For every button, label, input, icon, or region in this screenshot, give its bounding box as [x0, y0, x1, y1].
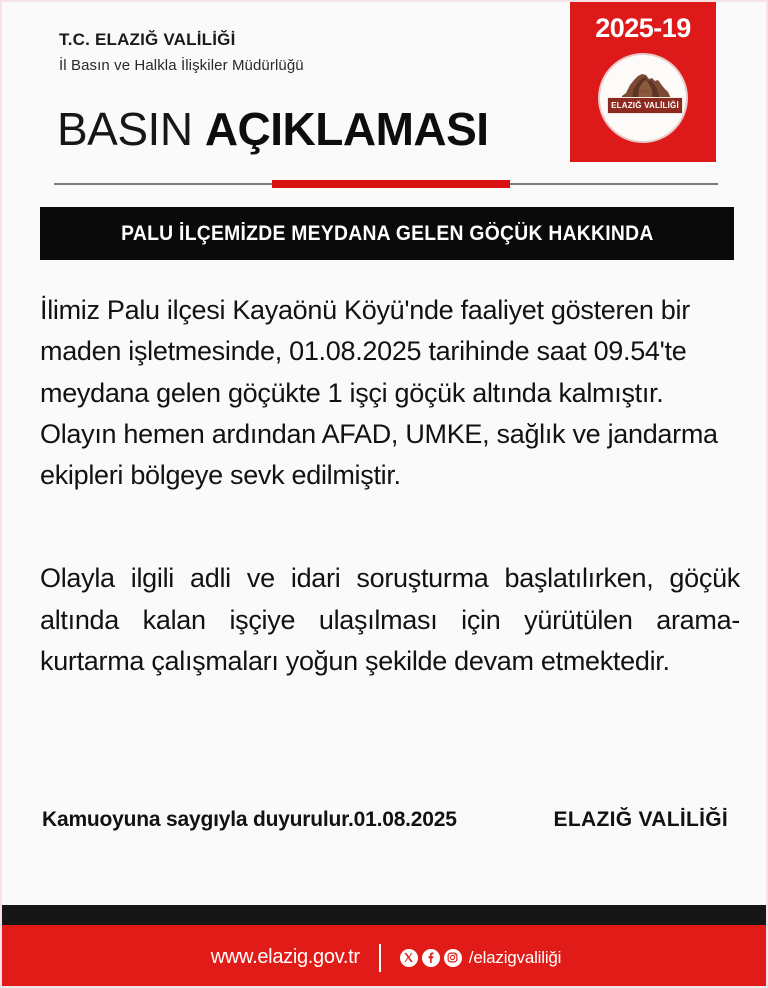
issuing-authority: ELAZIĞ VALİLİĞİ	[553, 808, 728, 831]
header-divider	[54, 180, 718, 188]
page-title-light: BASIN	[57, 103, 193, 155]
body-paragraph: Olayla ilgili adli ve idari soruşturma başlatılırken, göçük altında kalan işçiye ulaşılması için yürütülen arama-kurtarma çalışmaları yoğun şekilde devam etmektedir.	[40, 563, 740, 677]
emblem-banner-text: ELAZIĞ VALİLİĞİ	[611, 101, 679, 110]
document-body	[40, 290, 740, 682]
social-handle[interactable]: /elazigvaliliği	[468, 947, 562, 967]
instagram-icon[interactable]	[444, 949, 462, 967]
facebook-icon[interactable]	[422, 949, 440, 967]
footer-divider	[379, 944, 381, 972]
subject-banner	[40, 207, 734, 260]
social-links-group	[400, 948, 561, 968]
page-title	[57, 103, 489, 155]
organization-block	[59, 30, 304, 74]
emblem-top-text: T.C.	[640, 89, 650, 94]
x-twitter-icon[interactable]	[400, 949, 418, 967]
footer-black-bar	[2, 905, 768, 925]
footer-bar	[2, 925, 768, 988]
subject-banner-text: PALU İLÇEMİZDE MEYDANA GELEN GÖÇÜK HAKKINDA	[120, 221, 654, 245]
body-paragraph: İlimiz Palu ilçesi Kayaönü Köyü'nde faaliyet gösteren bir maden işletmesinde, 01.08.2025 tarihinde saat 09.54'te meydana gelen göçükte 1 işçi göçük altında kalmıştır. Olayın hemen ardından AFAD, UMKE, sağlık ve jandarma ekipleri bölgeye sevk edilmiştir.	[40, 295, 718, 491]
elazig-governorship-emblem	[598, 53, 688, 143]
release-number-badge	[570, 2, 716, 162]
emblem-name-banner	[607, 97, 683, 114]
organization-name: T.C. ELAZIĞ VALİLİĞİ	[59, 30, 236, 49]
divider-red-segment	[272, 180, 510, 188]
department-name: İl Basın ve Halkla İlişkiler Müdürlüğü	[59, 57, 304, 74]
closing-statement: Kamuoyuna saygıyla duyurulur.01.08.2025	[42, 808, 457, 831]
footer-content	[211, 944, 561, 972]
signature-block	[42, 808, 734, 832]
release-number: 2025-19	[595, 13, 691, 43]
page-title-bold: AÇIKLAMASI	[204, 103, 489, 155]
website-link[interactable]: www.elazig.gov.tr	[210, 946, 360, 968]
